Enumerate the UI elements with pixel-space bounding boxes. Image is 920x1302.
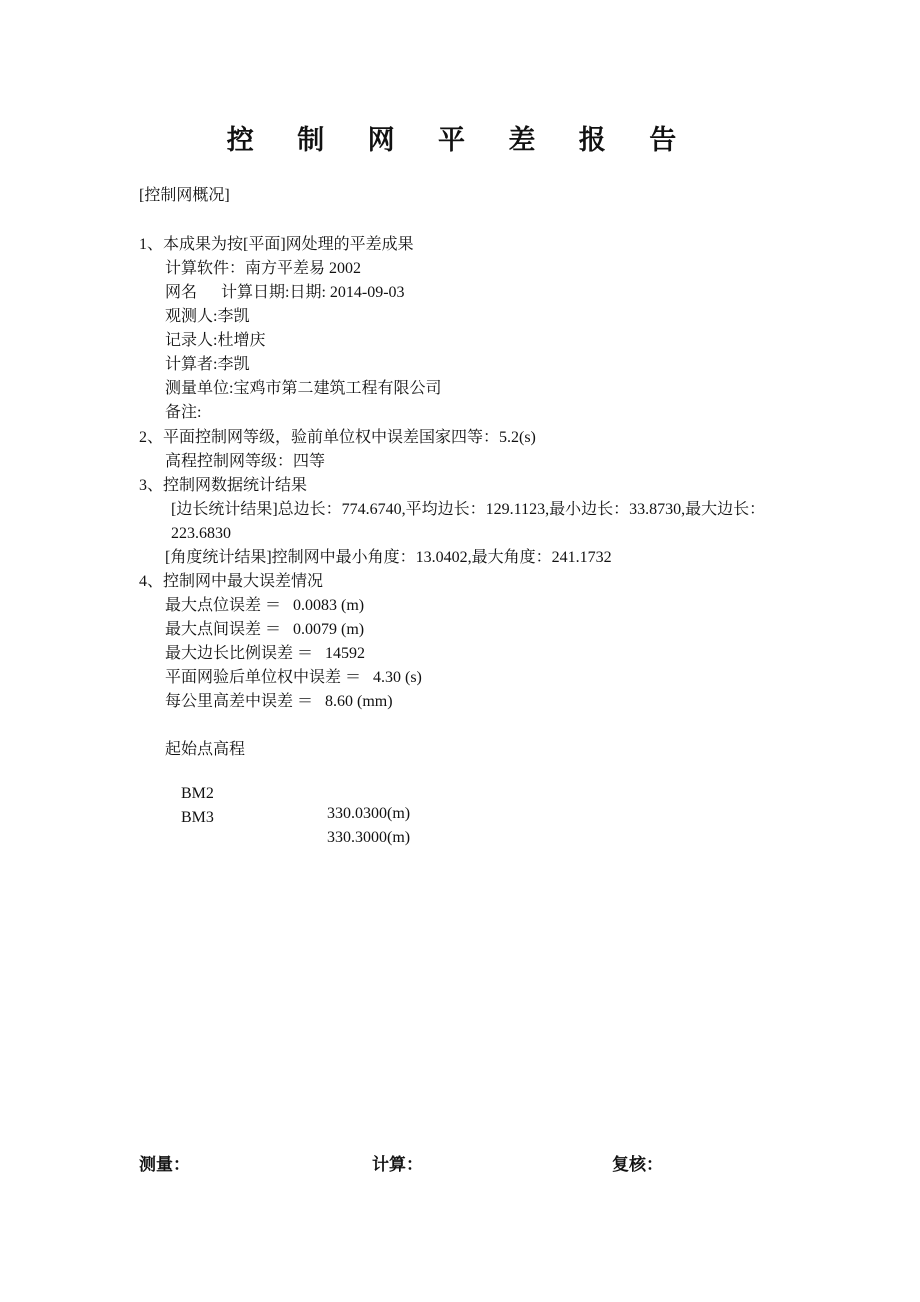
section-header: [控制网概况]: [139, 187, 230, 204]
calculator-line: 计算者:李凯: [165, 356, 250, 373]
report-title: 控 制 网 平 差 报 告: [226, 125, 694, 156]
item1-heading: 1、本成果为按[平面]网处理的平差成果: [139, 236, 414, 253]
max-between-err-line: 最大点间误差 ＝ 0.0079 (m): [165, 621, 365, 638]
point-name: BM3: [181, 809, 214, 826]
km-height-err-line: 每公里高差中误差 ＝ 8.60 (mm): [165, 693, 393, 710]
note-line: 备注:: [165, 404, 202, 421]
post-unit-err-line: 平面网验后单位权中误差 ＝ 4.30 (s): [165, 669, 422, 686]
edge-stats-cont: 223.6830: [171, 525, 231, 542]
max-edge-ratio-line: 最大边长比例误差 ＝ 14592: [165, 645, 366, 662]
elev-grade-line: 高程控制网等级：四等: [165, 453, 326, 470]
item2-heading: 2、平面控制网等级，验前单位权中误差国家四等：5.2(s): [139, 429, 536, 446]
item3-heading: 3、控制网数据统计结果: [139, 477, 308, 494]
angle-stats-line: [角度统计结果]控制网中最小角度：13.0402,最大角度：241.1732: [165, 549, 612, 566]
recorder-line: 记录人:杜增庆: [165, 332, 266, 349]
max-point-err-line: 最大点位误差 ＝ 0.0083 (m): [165, 597, 365, 614]
point-elevation: 330.0300(m): [327, 805, 411, 822]
elevation-heading: 起始点高程: [165, 741, 246, 758]
survey-signature-label: 测量：: [139, 1155, 190, 1175]
point-name: BM2: [181, 785, 214, 802]
unit-line: 测量单位:宝鸡市第二建筑工程有限公司: [165, 380, 442, 397]
review-signature-label: 复核：: [612, 1155, 663, 1175]
software-line: 计算软件：南方平差易 2002: [165, 260, 362, 277]
calc-signature-label: 计算：: [372, 1155, 423, 1175]
item4-heading: 4、控制网中最大误差情况: [139, 573, 324, 590]
point-elevation: 330.3000(m): [327, 829, 411, 846]
observer-line: 观测人:李凯: [165, 308, 250, 325]
net-name-line: 网名 计算日期:日期: 2014-09-03: [165, 284, 405, 301]
edge-stats-line: [边长统计结果]总边长：774.6740,平均边长：129.1123,最小边长：33.8730,最大边长：: [171, 501, 766, 518]
elevation-row: [165, 788, 565, 868]
